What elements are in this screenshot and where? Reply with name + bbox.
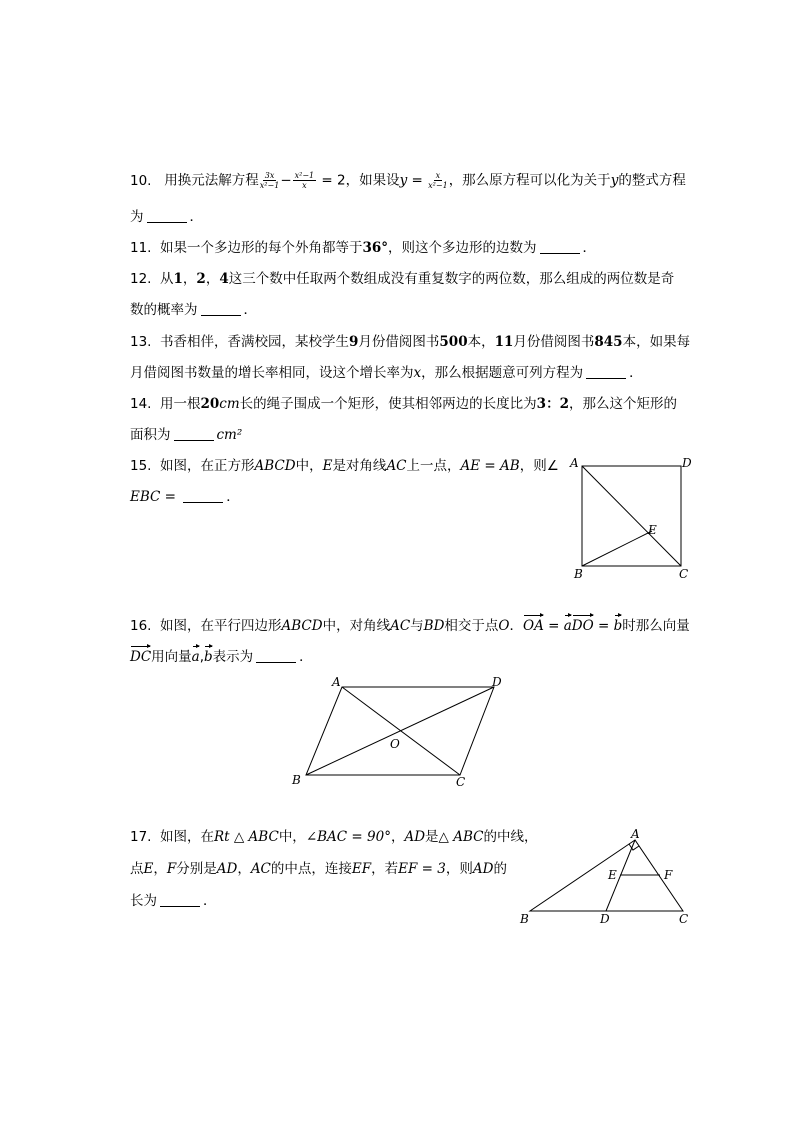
question-13-line-2 bbox=[130, 364, 643, 382]
question-text: ，则这个多边形的边数为 bbox=[388, 240, 537, 256]
segment-be bbox=[582, 531, 652, 566]
fraction bbox=[428, 171, 448, 190]
numerator: x²−1 bbox=[294, 171, 315, 180]
question-text: 中，对角线 bbox=[322, 618, 391, 634]
question-text: ，若 bbox=[371, 861, 399, 877]
question-text: 的中线， bbox=[483, 829, 538, 845]
math-expr: E bbox=[143, 861, 154, 877]
question-text: 时那么向量 bbox=[622, 618, 690, 634]
math-number: 1 bbox=[173, 271, 183, 287]
numerator: 3x bbox=[264, 171, 275, 180]
label-a: A bbox=[332, 675, 341, 689]
question-text: 分别是 bbox=[176, 861, 217, 877]
question-text: 本，如果每 bbox=[622, 334, 691, 350]
question-text: 是对角线 bbox=[332, 458, 387, 474]
period: ． bbox=[226, 489, 240, 505]
math-expr: AC bbox=[390, 618, 411, 634]
question-number: 16. bbox=[130, 618, 152, 634]
minus-sign: − bbox=[280, 172, 292, 189]
question-text: 中， bbox=[295, 458, 323, 474]
question-text: 用换元法解方程 bbox=[164, 172, 259, 189]
question-number: 12. bbox=[130, 271, 152, 287]
period: ． bbox=[243, 302, 257, 318]
label-b: B bbox=[574, 567, 583, 581]
answer-blank[interactable] bbox=[586, 364, 626, 379]
question-16-line-2 bbox=[130, 648, 313, 666]
label-b: B bbox=[292, 773, 301, 787]
parallelogram-abcd-figure bbox=[290, 672, 510, 792]
math-expr: BD bbox=[423, 618, 445, 634]
unit: cm² bbox=[216, 427, 243, 443]
denominator: x²−1 bbox=[259, 181, 280, 190]
label-a: A bbox=[631, 827, 640, 841]
math-expr: AE = AB bbox=[460, 458, 520, 474]
math-expr: EF bbox=[351, 861, 372, 877]
question-number: 14. bbox=[130, 396, 152, 412]
question-text: 月份借阅图书 bbox=[513, 334, 595, 350]
math-expr: AD bbox=[472, 861, 494, 877]
math-expr: ABCD bbox=[254, 458, 296, 474]
math-number: 4 bbox=[219, 271, 229, 287]
question-13-line-1 bbox=[130, 333, 690, 351]
question-text: = 2，如果设 bbox=[317, 172, 400, 189]
math-number: 2 bbox=[196, 271, 206, 287]
math-expr: EBC = bbox=[130, 489, 181, 505]
numerator: x bbox=[435, 171, 441, 180]
comma: ， bbox=[237, 861, 251, 877]
triangle-abc bbox=[530, 840, 683, 911]
math-number: 11 bbox=[494, 334, 514, 350]
equals-sign: = bbox=[407, 172, 428, 189]
question-text: 长的绳子围成一个矩形，使其相邻两边的长度比为 bbox=[239, 396, 537, 412]
question-text: 是 bbox=[425, 829, 439, 845]
fraction bbox=[293, 171, 317, 190]
math-expr: EF = 3 bbox=[398, 861, 446, 877]
question-text: 用一根 bbox=[160, 396, 201, 412]
math-expr: AD bbox=[216, 861, 238, 877]
math-ratio: 3：2 bbox=[536, 396, 569, 412]
equals-sign: = bbox=[543, 618, 564, 634]
question-text: 从 bbox=[160, 271, 174, 287]
math-expr: ∠BAC = 90° bbox=[305, 829, 391, 845]
question-text: 面积为 bbox=[130, 427, 171, 443]
question-text: 上一点， bbox=[406, 458, 461, 474]
question-text: 用向量 bbox=[151, 649, 192, 665]
question-text: 如图，在 bbox=[160, 829, 214, 845]
question-text: 中， bbox=[278, 829, 306, 845]
equals-sign: = bbox=[593, 618, 614, 634]
label-d: D bbox=[600, 912, 610, 926]
question-text: 长为 bbox=[130, 893, 157, 909]
label-c: C bbox=[679, 912, 689, 926]
question-text: ，那么根据题意可列方程为 bbox=[421, 365, 584, 381]
question-text: 如图，在平行四边形 bbox=[160, 618, 282, 634]
period: ． bbox=[203, 893, 217, 909]
math-expr: AC bbox=[250, 861, 271, 877]
math-expr: △ ABC bbox=[438, 829, 484, 845]
math-var: x bbox=[413, 365, 422, 381]
label-f: F bbox=[664, 868, 673, 882]
question-text: 书香相伴，香满校园，某校学生 bbox=[160, 334, 349, 350]
question-text: ，则 bbox=[445, 861, 473, 877]
question-11 bbox=[130, 239, 596, 257]
answer-blank[interactable] bbox=[183, 488, 223, 503]
comma: , bbox=[199, 649, 205, 665]
comma: ， bbox=[153, 861, 167, 877]
question-text: 的 bbox=[493, 861, 507, 877]
label-d: D bbox=[492, 675, 502, 689]
math-var: y bbox=[399, 172, 408, 189]
fraction bbox=[260, 171, 280, 190]
question-text: 这三个数中任取两个数组成没有重复数字的两位数，那么组成的两位数是奇 bbox=[228, 271, 675, 287]
vector-dc: DC bbox=[130, 649, 152, 665]
period: ． bbox=[582, 240, 597, 256]
question-10-line-1 bbox=[130, 171, 686, 190]
square-abcd-figure bbox=[570, 456, 700, 581]
math-expr: Rt △ ABC bbox=[214, 829, 279, 845]
question-number: 15. bbox=[130, 458, 152, 474]
question-text: 本， bbox=[467, 334, 495, 350]
math-number: 20 bbox=[200, 396, 220, 412]
triangle-abc-figure bbox=[518, 826, 698, 930]
math-number: 500 bbox=[439, 334, 468, 350]
question-12-line-1 bbox=[130, 270, 674, 288]
math-expr: AD bbox=[404, 829, 426, 845]
question-text: ， bbox=[390, 829, 405, 845]
math-number: 9 bbox=[349, 334, 359, 350]
answer-blank[interactable] bbox=[201, 301, 241, 316]
question-12-line-2 bbox=[130, 301, 257, 319]
diagonal-ac bbox=[582, 466, 681, 566]
math-number: 36° bbox=[362, 240, 389, 256]
label-e: E bbox=[648, 523, 657, 537]
question-number: 17. bbox=[130, 829, 152, 845]
question-text: 如果一个多边形的每个外角都等于 bbox=[160, 240, 363, 256]
label-c: C bbox=[679, 567, 689, 581]
question-17-line-3 bbox=[130, 892, 217, 910]
question-17-line-2 bbox=[130, 860, 507, 878]
question-text: ，那么原方程可以化为关于 bbox=[448, 172, 611, 189]
question-text: ． bbox=[509, 618, 523, 634]
denominator: x bbox=[302, 181, 307, 190]
vector-b: b bbox=[204, 649, 213, 665]
answer-blank[interactable] bbox=[256, 648, 296, 663]
question-text: 相交于点 bbox=[444, 618, 499, 634]
label-a: A bbox=[570, 456, 579, 470]
vector-do: DO bbox=[571, 618, 594, 634]
question-number: 11. bbox=[130, 240, 152, 256]
label-c: C bbox=[456, 775, 466, 789]
question-text: 月份借阅图书 bbox=[358, 334, 440, 350]
answer-blank[interactable] bbox=[160, 892, 200, 907]
label-b: B bbox=[520, 912, 529, 926]
question-17-line-1 bbox=[130, 828, 537, 846]
label-d: D bbox=[682, 456, 692, 470]
comma: ， bbox=[205, 271, 220, 287]
vector-b: b bbox=[613, 618, 623, 634]
question-15-line-2 bbox=[130, 488, 240, 506]
math-expr: E bbox=[322, 458, 333, 474]
question-text: ，那么这个矩形的 bbox=[568, 396, 677, 412]
period: ． bbox=[299, 649, 313, 665]
question-10-line-2 bbox=[130, 208, 203, 226]
math-var: y bbox=[610, 172, 619, 189]
answer-blank[interactable] bbox=[174, 426, 214, 441]
denominator: x²−1 bbox=[428, 181, 448, 190]
question-text: 数的概率为 bbox=[130, 302, 198, 318]
question-text: 的整式方程 bbox=[618, 172, 686, 189]
question-text: 为 bbox=[130, 209, 144, 225]
question-15-line-1 bbox=[130, 457, 559, 475]
question-14-line-2 bbox=[130, 426, 242, 444]
answer-blank[interactable] bbox=[147, 208, 187, 223]
right-angle-mark bbox=[629, 844, 639, 850]
comma: ， bbox=[182, 271, 197, 287]
math-expr: O bbox=[498, 618, 510, 634]
answer-blank[interactable] bbox=[540, 239, 580, 254]
math-expr: ABCD bbox=[281, 618, 323, 634]
label-e: E bbox=[608, 868, 617, 882]
math-number: 845 bbox=[594, 334, 623, 350]
question-number: 13. bbox=[130, 334, 152, 350]
question-number: 10. bbox=[130, 172, 152, 189]
math-expr: AC bbox=[386, 458, 407, 474]
period: ． bbox=[189, 209, 203, 225]
question-text: 的中点，连接 bbox=[270, 861, 352, 877]
vector-a: a bbox=[563, 618, 572, 634]
unit: cm bbox=[219, 396, 240, 412]
question-14-line-1 bbox=[130, 395, 677, 413]
diagonal-bd bbox=[306, 687, 494, 775]
question-text: 如图，在正方形 bbox=[160, 458, 255, 474]
question-16-line-1 bbox=[130, 617, 690, 635]
vector-a: a bbox=[191, 649, 200, 665]
question-text: 与 bbox=[410, 618, 424, 634]
label-o: O bbox=[390, 737, 400, 751]
question-text: 表示为 bbox=[212, 649, 254, 665]
question-text: 月借阅图书数量的增长率相同，设这个增长率为 bbox=[130, 365, 414, 381]
period: ． bbox=[629, 365, 643, 381]
vector-oa: OA bbox=[523, 618, 544, 634]
question-text: ，则∠ bbox=[519, 458, 559, 474]
math-expr: F bbox=[166, 861, 177, 877]
question-text: 点 bbox=[130, 861, 144, 877]
